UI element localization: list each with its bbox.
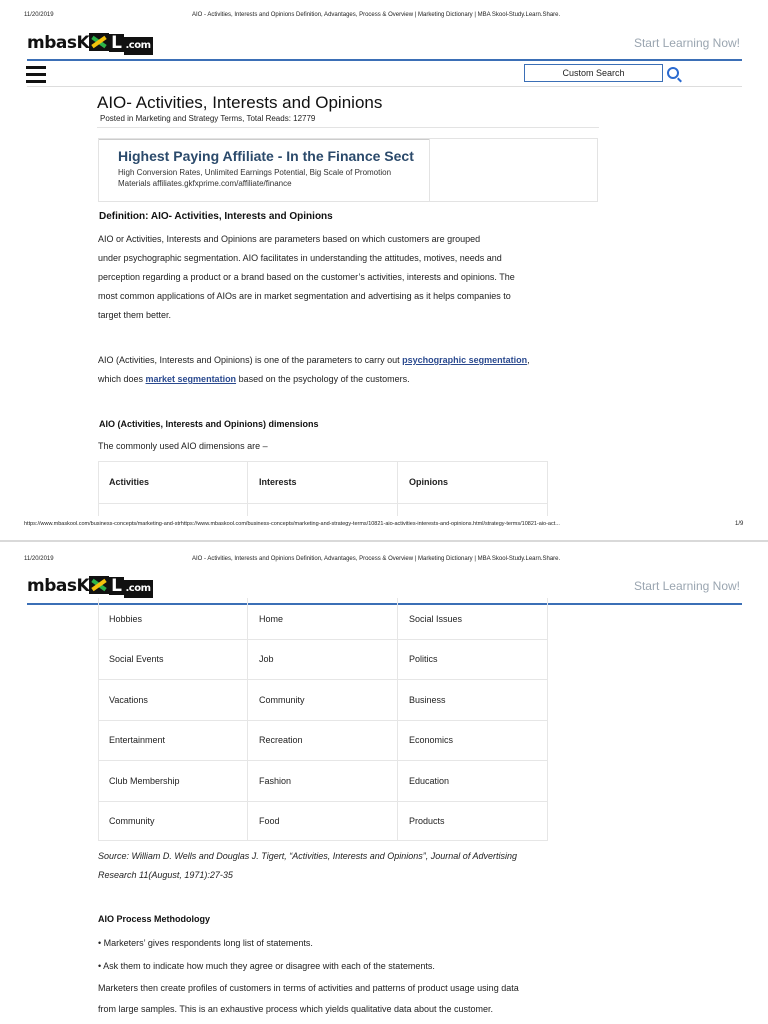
search-icon[interactable] [667, 67, 679, 79]
nav-divider [27, 86, 742, 87]
dimensions-intro: The commonly used AIO dimensions are – [98, 441, 268, 451]
site-logo[interactable]: mbasK L .com [27, 33, 151, 53]
hamburger-icon[interactable] [26, 66, 46, 87]
print-title-page2: AIO - Activities, Interests and Opinions Definition, Advantages, Process & Overview | Marketing Dictionary | MBA Skool-Study.Learn.Share. [192, 556, 561, 562]
table-cell: Recreation [259, 735, 303, 745]
print-page-number: 1/9 [735, 521, 744, 527]
list-item: • Marketers’ gives respondents long list of statements. [98, 938, 313, 948]
table-cell: Home [259, 613, 284, 624]
table-cell: Community [259, 694, 305, 705]
dimensions-table-body [98, 598, 548, 841]
table-cell: Vacations [109, 694, 148, 705]
page-break [0, 540, 768, 542]
tagline-link-page2[interactable]: Start Learning Now! [633, 579, 740, 593]
table-header-opinions: Opinions [409, 477, 448, 487]
table-cell: Politics [409, 654, 438, 664]
print-date-page2: 11/20/2019 [24, 556, 54, 562]
post-meta: Posted in Marketing and Strategy Terms, Total Reads: 12779 [100, 114, 316, 123]
table-cell: Job [259, 654, 274, 664]
ad-line-1: High Conversion Rates, Unlimited Earnings Potential, Big Scale of Promotion [118, 168, 392, 177]
psychographic-segmentation-link[interactable]: psychographic segmentation [402, 355, 528, 365]
search-input[interactable]: Custom Search [524, 64, 663, 82]
table-cell: Community [109, 815, 155, 826]
ad-top-rule [99, 139, 429, 140]
process-paragraph: Marketers then create profiles of customers in terms of activities and patterns of product usage using data from large samples. This is an exhaustive process which yields qualitative data about the customer. [98, 983, 519, 1014]
definition-paragraph: AIO or Activities, Interests and Opinions are parameters based on which customers are grouped under psychographic segmentation. AIO facilitates in understanding the attitudes, motives, needs and perception regarding a product or a brand based on the customer’s activities, interests and opinions. The most common applications of AIOs are in market segmentation and advertising as it helps companies to target them better. [98, 234, 515, 320]
table-cell: Entertainment [109, 735, 166, 745]
tagline-link[interactable]: Start Learning Now! [633, 36, 740, 50]
site-logo-page2[interactable]: mbasK L .com [27, 576, 151, 596]
logo-mark-icon [89, 33, 109, 51]
table-cell: Food [259, 815, 280, 826]
table-cell: Products [409, 815, 445, 826]
table-cell: Education [409, 775, 450, 786]
page-title: AIO- Activities, Interests and Opinions [97, 93, 383, 112]
market-segmentation-link[interactable]: market segmentation [145, 374, 237, 384]
ad-banner[interactable] [98, 138, 598, 202]
table-cell: Social Events [109, 654, 164, 664]
table-cell: Economics [409, 735, 454, 745]
dimensions-table-header [98, 461, 548, 516]
print-footer-url: https://www.mbaskool.com/business-concepts/marketing-and-strhttps://www.mbaskool.com/business-concepts/marketing-and-strategy-terms/10821-aio-activities-interests-and-opinions.html/strategy-terms/10821-aio-act... [24, 521, 560, 527]
print-title: AIO - Activities, Interests and Opinions Definition, Advantages, Process & Overview | Marketing Dictionary | MBA Skool-Study.Learn.Share. [192, 12, 561, 18]
table-cell: Fashion [259, 775, 292, 786]
psychographic-paragraph: AIO (Activities, Interests and Opinions) is one of the parameters to carry out psychographic segmentation, which does market segmentation based on the psychology of the customers. [98, 355, 530, 384]
logo-mark-icon [89, 576, 109, 594]
ad-line-2: Materials affiliates.gkfxprime.com/affiliate/finance [118, 179, 292, 188]
list-item: • Ask them to indicate how much they agree or disagree with each of the statements. [98, 961, 435, 971]
ad-title[interactable]: Highest Paying Affiliate - In the Finance Sect [118, 148, 414, 164]
table-header-interests: Interests [259, 477, 297, 487]
source-citation: Source: William D. Wells and Douglas J. Tigert, “Activities, Interests and Opinions”, Journal of Advertising Research 11(August, 1971):27-35 [98, 851, 518, 880]
dimensions-heading: AIO (Activities, Interests and Opinions) dimensions [99, 419, 319, 429]
table-header-activities: Activities [109, 477, 150, 487]
table-cell: Hobbies [109, 613, 143, 624]
table-cell: Club Membership [109, 775, 180, 786]
print-date: 11/20/2019 [24, 12, 54, 18]
process-heading: AIO Process Methodology [98, 914, 211, 924]
table-cell: Social Issues [409, 613, 463, 624]
header-divider [27, 59, 742, 61]
title-divider [97, 127, 599, 128]
table-cell: Business [409, 694, 446, 705]
definition-heading: Definition: AIO- Activities, Interests and Opinions [99, 211, 333, 222]
process-bullets [98, 932, 435, 978]
